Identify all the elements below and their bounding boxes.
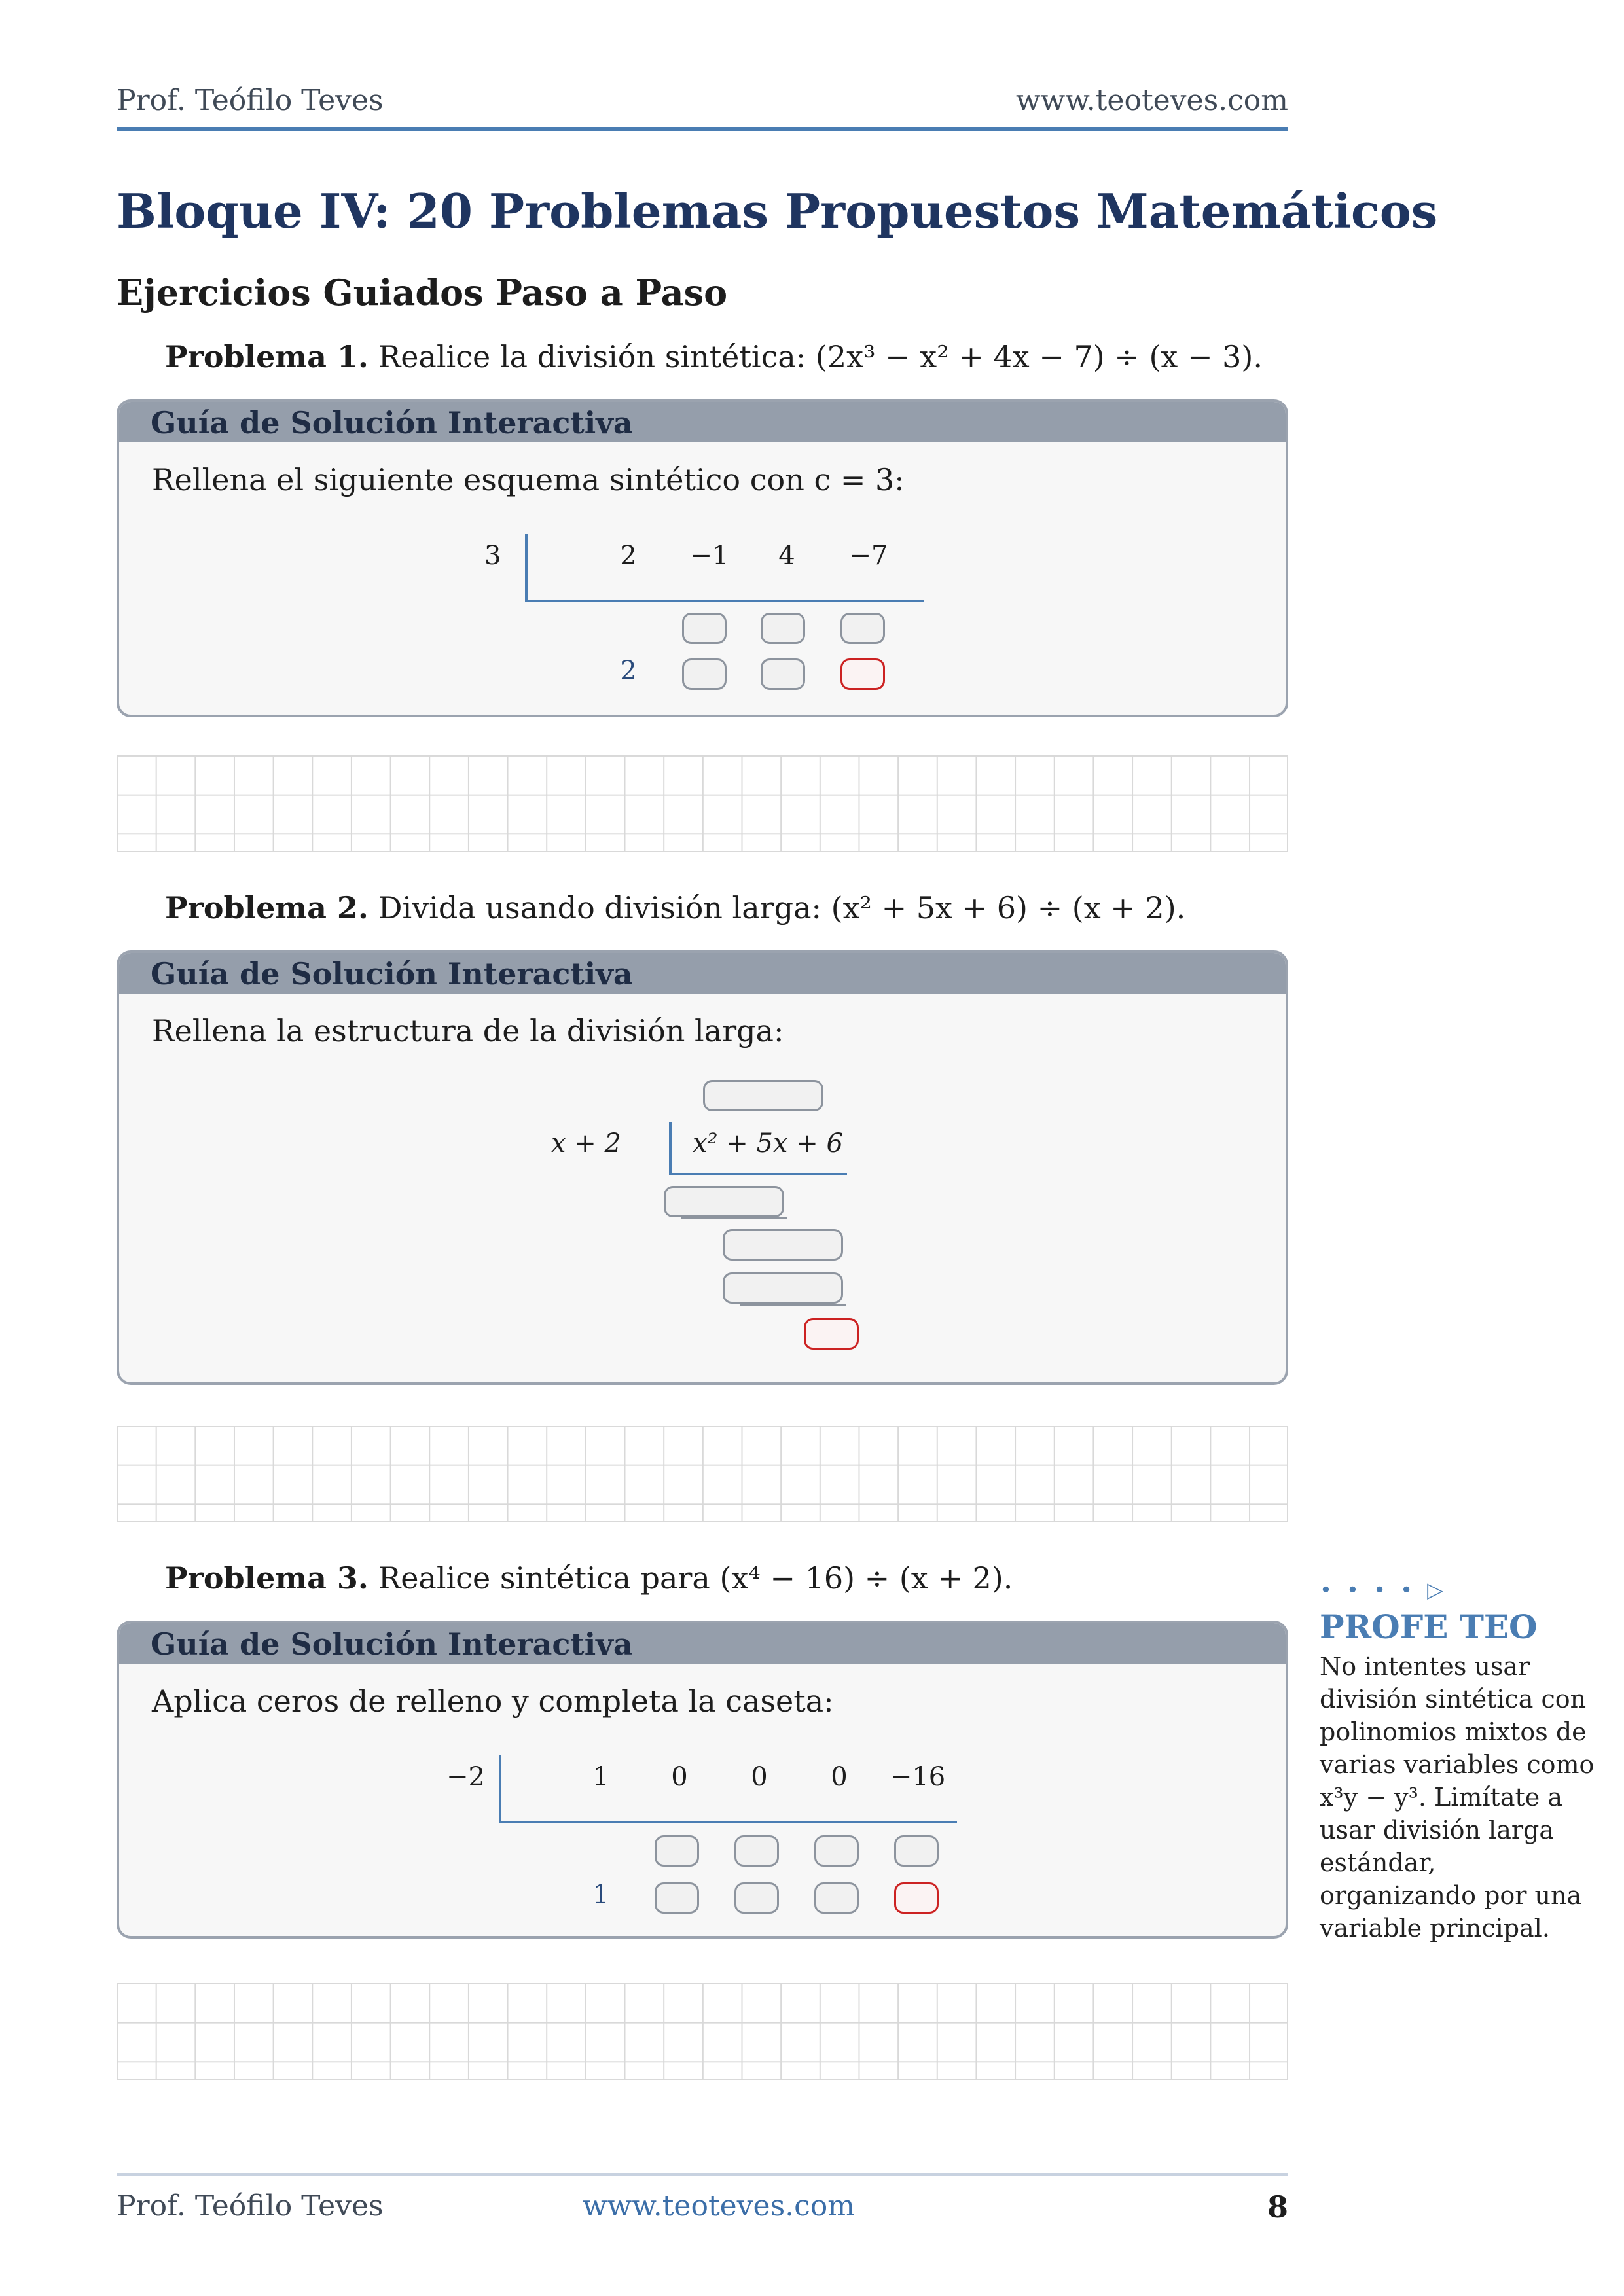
synthetic-1-result-input[interactable] (682, 658, 727, 690)
guide-3-intro: Aplica ceros de relleno y completa la caseta: (152, 1683, 834, 1719)
synthetic-3-divisor: −2 (446, 1762, 485, 1792)
problem-1-statement (165, 339, 1263, 374)
synthetic-3-product-input[interactable] (814, 1835, 859, 1867)
header-author: Prof. Teófilo Teves (117, 84, 384, 117)
long-division-remainder-1-input[interactable] (723, 1229, 843, 1261)
problem-3-label: Problema 3. (165, 1560, 369, 1596)
long-division-subtract-1-input[interactable] (664, 1186, 784, 1217)
synthetic-1-result-input[interactable] (761, 658, 805, 690)
long-division-subtract-2-line (740, 1304, 846, 1306)
problem-2-label: Problema 2. (165, 890, 369, 925)
long-division-bracket-vertical (669, 1122, 672, 1175)
problem-1-expression: (2x³ − x² + 4x − 7) ÷ (x − 3). (815, 339, 1263, 374)
side-note-arrow-icon: • • • • ▷ (1320, 1577, 1447, 1602)
guide-box-3 (117, 1621, 1288, 1939)
scratch-grid-1 (117, 755, 1288, 852)
synthetic-3-coef: 1 (592, 1762, 609, 1792)
synthetic-1-product-input[interactable] (761, 613, 805, 644)
problem-2-statement (165, 890, 1185, 925)
guide-2-title: Guía de Solución Interactiva (119, 953, 1286, 994)
problem-1-label: Problema 1. (165, 339, 369, 374)
synthetic-3-vertical-bar (499, 1755, 501, 1823)
problem-2-expression: (x² + 5x + 6) ÷ (x + 2). (831, 890, 1186, 925)
synthetic-1-remainder-input[interactable] (840, 658, 885, 690)
long-division-subtract-2-input[interactable] (723, 1272, 843, 1304)
synthetic-3-result-input[interactable] (734, 1882, 779, 1914)
synthetic-1-product-input[interactable] (682, 613, 727, 644)
synthetic-1-coef: 4 (778, 541, 795, 571)
scratch-grid-2 (117, 1426, 1288, 1522)
synthetic-1-vertical-bar (525, 534, 528, 602)
guide-1-title: Guía de Solución Interactiva (119, 402, 1286, 442)
header-rule (117, 127, 1288, 131)
problem-1-text: Realice la división sintética: (378, 339, 806, 374)
synthetic-1-coef: −1 (690, 541, 729, 571)
long-division-subtract-1-line (681, 1217, 787, 1219)
synthetic-3-coef: 0 (671, 1762, 688, 1792)
synthetic-3-remainder-input[interactable] (894, 1882, 939, 1914)
long-division-quotient-input[interactable] (703, 1080, 823, 1111)
synthetic-3-product-input[interactable] (894, 1835, 939, 1867)
synthetic-3-horizontal-bar (499, 1821, 957, 1823)
section-subtitle: Ejercicios Guiados Paso a Paso (117, 272, 728, 314)
problem-2-text: Divida usando división larga: (378, 890, 822, 925)
scratch-grid-3 (117, 1983, 1288, 2080)
problem-3-text: Realice sintética para (378, 1560, 710, 1596)
long-division-divisor: x + 2 (551, 1128, 621, 1158)
guide-box-1 (117, 399, 1288, 717)
synthetic-1-divisor: 3 (484, 541, 501, 571)
guide-box-2 (117, 950, 1288, 1385)
synthetic-3-first-result: 1 (592, 1880, 609, 1910)
synthetic-3-result-input[interactable] (814, 1882, 859, 1914)
synthetic-1-coef: 2 (620, 541, 637, 571)
guide-2-intro: Rellena la estructura de la división larga: (152, 1013, 784, 1049)
page-number: 8 (1267, 2189, 1288, 2225)
synthetic-1-first-result: 2 (620, 656, 637, 686)
synthetic-3-coef: 0 (751, 1762, 768, 1792)
synthetic-3-coef: 0 (831, 1762, 848, 1792)
long-division-final-remainder-input[interactable] (804, 1318, 859, 1350)
synthetic-3-coef: −16 (890, 1762, 946, 1792)
synthetic-1-horizontal-bar (525, 600, 924, 602)
synthetic-3-product-input[interactable] (734, 1835, 779, 1867)
guide-3-title: Guía de Solución Interactiva (119, 1623, 1286, 1664)
footer-website-link[interactable]: www.teoteves.com (583, 2189, 856, 2223)
synthetic-1-product-input[interactable] (840, 613, 885, 644)
long-division-dividend: x² + 5x + 6 (693, 1128, 843, 1158)
synthetic-1-coef: −7 (849, 541, 888, 571)
guide-1-intro: Rellena el siguiente esquema sintético con c = 3: (152, 462, 905, 497)
side-note-text: No intentes usar división sintética con polinomios mixtos de varias variables como x³y − y³. Limítate a usar división larga estándar, organizando por una variable principal. (1320, 1652, 1595, 1943)
footer-rule (117, 2173, 1288, 2176)
problem-3-statement (165, 1560, 1013, 1596)
header-website-link[interactable]: www.teoteves.com (1015, 84, 1288, 117)
side-note (1320, 1577, 1595, 1945)
synthetic-3-product-input[interactable] (655, 1835, 699, 1867)
long-division-bracket-horizontal (669, 1173, 847, 1175)
footer-author: Prof. Teófilo Teves (117, 2189, 384, 2223)
page-title: Bloque IV: 20 Problemas Propuestos Matemáticos (117, 183, 1438, 239)
synthetic-3-result-input[interactable] (655, 1882, 699, 1914)
side-note-title: PROFE TEO (1320, 1607, 1538, 1646)
problem-3-expression: (x⁴ − 16) ÷ (x + 2). (719, 1560, 1013, 1596)
